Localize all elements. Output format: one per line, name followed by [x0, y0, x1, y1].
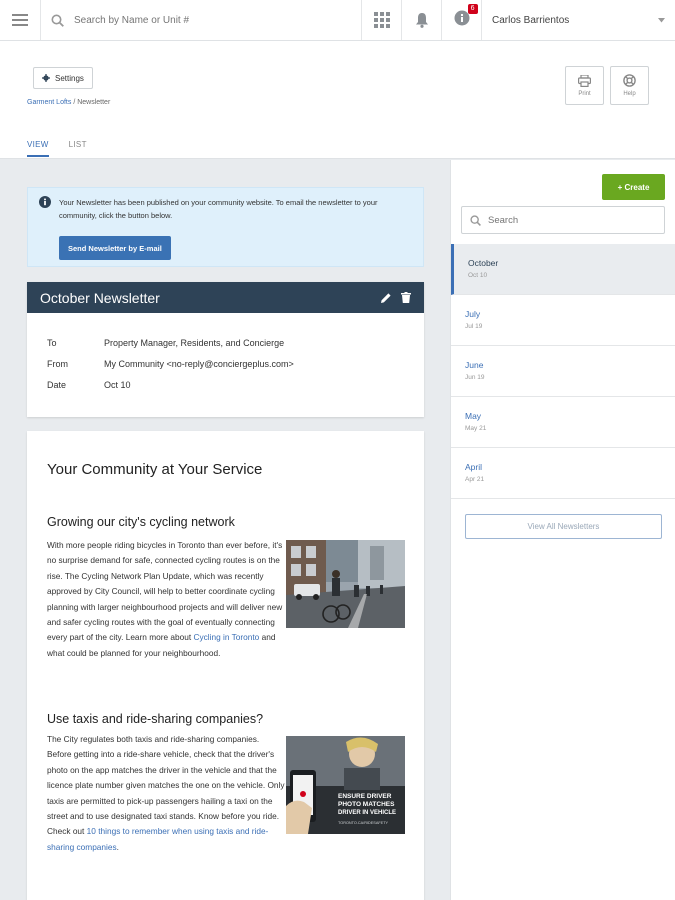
print-button[interactable] — [565, 66, 604, 105]
list-item-october[interactable] — [451, 244, 675, 295]
pencil-icon[interactable] — [381, 293, 391, 303]
publish-alert — [27, 187, 424, 267]
lifebuoy-icon — [623, 74, 636, 87]
list-item-april[interactable] — [451, 448, 675, 499]
taxis-body-text: The City regulates both taxis and ride-sharing companies. Before getting into a ride-share vehicle, check that the driver's photo on the app matches the driver in the vehicle and that the licence plate number given matches the one on the vehicle. Only taxis are permitted to pick-up passengers hailing a taxi on the street and to use designated taxi stands. Know before you ride. Check out — [47, 734, 285, 837]
notification-badge: 6 — [468, 4, 478, 14]
from-label: From — [47, 359, 68, 369]
section-title-taxis: Use taxis and ride-sharing companies? — [47, 712, 264, 726]
breadcrumb — [27, 99, 110, 106]
list-item-month: June — [465, 360, 484, 370]
cycling-body-text: With more people riding bicycles in Toronto than ever before, it's no surprise demand for safe, connected cycling routes is on the rise. The Cycling Network Plan Update, which was recently approved by City Council, will help to better coordinate cycling planning with larger neighbourhood projects and will deliver new and safer cycling routes with the goal of eventually connecting every part of the city. Learn more about — [47, 540, 283, 643]
plus-icon: + — [617, 182, 625, 192]
hamburger-icon — [12, 14, 28, 26]
user-name: Carlos Barrientos — [492, 14, 570, 26]
meta-to-row — [47, 333, 294, 354]
rideshare-photo — [286, 736, 405, 834]
rideshare-image-text-2: PHOTO MATCHES — [338, 801, 395, 808]
date-value: Oct 10 — [104, 380, 131, 390]
alerts-icon-wrap — [454, 4, 475, 31]
printer-icon — [578, 75, 591, 87]
rideshare-image-text-3: DRIVER IN VEHICLE — [338, 810, 397, 816]
cycling-toronto-link[interactable]: Cycling in Toronto — [193, 632, 260, 643]
top-bar — [0, 0, 675, 41]
caret-down-icon — [658, 18, 665, 23]
taxis-body-tail: . — [116, 841, 119, 852]
list-item-date: Jul 19 — [465, 323, 483, 330]
list-item-month: April — [465, 462, 483, 472]
rideshare-image-text-4: TORONTO.CA/RIDESAFETY — [338, 821, 389, 825]
list-item-date: Jun 19 — [465, 374, 485, 381]
global-search[interactable] — [41, 0, 362, 40]
list-item-may[interactable] — [451, 397, 675, 448]
newsletter-list — [451, 244, 675, 499]
help-button[interactable] — [610, 66, 649, 105]
newsletter-details-card — [27, 282, 424, 417]
gear-icon — [42, 74, 50, 82]
breadcrumb-current: Newsletter — [77, 99, 111, 106]
print-label: Print — [578, 90, 591, 97]
sidebar-search[interactable] — [461, 206, 665, 234]
list-item-date: Oct 10 — [468, 272, 488, 279]
to-label: To — [47, 338, 57, 348]
meta-date-row — [47, 375, 294, 396]
create-label: Create — [624, 182, 650, 192]
apps-grid-icon — [374, 12, 390, 28]
help-label: Help — [623, 91, 636, 97]
alert-message: Your Newsletter has been published on your community website. To email the newsletter to your community, click the button below. — [59, 198, 378, 220]
list-item-date: Apr 21 — [465, 476, 485, 483]
list-item-june[interactable] — [451, 346, 675, 397]
newsletter-title: October Newsletter — [40, 289, 160, 306]
view-tabs — [27, 140, 87, 157]
section-body-cycling — [47, 538, 285, 661]
settings-button[interactable] — [33, 67, 93, 89]
section-title-cycling: Growing our city's cycling network — [47, 515, 235, 529]
info-icon — [39, 196, 51, 208]
create-newsletter-button[interactable] — [602, 174, 665, 200]
search-icon — [51, 14, 64, 27]
from-value: My Community <no-reply@conciergeplus.com> — [104, 359, 294, 369]
cycling-photo — [286, 540, 405, 628]
send-newsletter-email-button[interactable]: Send Newsletter by E-mail — [59, 236, 171, 260]
newsletter-actions — [381, 292, 411, 303]
settings-label: Settings — [55, 73, 84, 83]
list-item-month: May — [465, 411, 482, 421]
view-all-newsletters-button[interactable]: View All Newsletters — [465, 514, 662, 539]
date-label: Date — [47, 380, 67, 390]
newsletter-content-card — [27, 431, 424, 900]
bell-icon — [415, 12, 429, 28]
user-menu[interactable] — [482, 0, 675, 40]
menu-button[interactable] — [0, 0, 41, 40]
sidebar-search-input[interactable] — [488, 215, 648, 226]
rideshare-image-text-1: ENSURE DRIVER — [338, 793, 392, 800]
breadcrumb-community-link[interactable]: Garment Lofts — [27, 99, 72, 106]
tab-view[interactable]: VIEW — [27, 140, 49, 157]
breadcrumb-separator: / — [73, 99, 78, 106]
to-value: Property Manager, Residents, and Concierge — [104, 338, 285, 348]
global-search-input[interactable] — [74, 15, 334, 26]
search-icon — [470, 215, 481, 226]
page-header — [0, 41, 675, 159]
apps-button[interactable] — [362, 0, 402, 40]
newsletter-meta — [47, 333, 294, 396]
list-item-july[interactable] — [451, 295, 675, 346]
alerts-button[interactable] — [442, 0, 482, 40]
section-body-taxis — [47, 732, 285, 855]
trash-icon[interactable] — [401, 292, 411, 303]
meta-from-row — [47, 354, 294, 375]
list-item-date: May 21 — [465, 425, 487, 432]
tab-list[interactable]: LIST — [68, 140, 87, 149]
list-item-month: October — [468, 258, 499, 268]
newsletter-sidebar — [450, 160, 675, 900]
cycling-body-tail: and what could be planned for your neighbourhood. — [47, 632, 276, 658]
content-heading: Your Community at Your Service — [47, 461, 263, 478]
taxis-tips-link[interactable]: 10 things to remember when using taxis and ride-sharing companies — [47, 826, 269, 852]
newsletter-header — [27, 282, 424, 313]
list-item-month: July — [465, 309, 481, 319]
notifications-button[interactable] — [402, 0, 442, 40]
